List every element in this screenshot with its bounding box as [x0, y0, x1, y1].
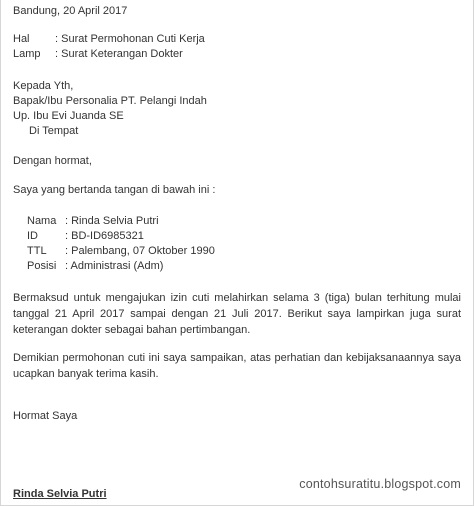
place-date: Bandung, 20 April 2017	[13, 5, 128, 17]
closing-paragraph: Demikian permohonan cuti ini saya sampaikan, atas perhatian dan kebijaksanaannya saya ucapkan banyak terima kasih.	[13, 352, 461, 380]
identity-label: Nama	[27, 215, 57, 227]
attachment-label: Lamp	[13, 48, 41, 60]
identity-value: : Rinda Selvia Putri	[65, 215, 159, 227]
intro-text: Saya yang bertanda tangan di bawah ini :	[13, 184, 216, 196]
identity-row-ttl	[27, 245, 215, 258]
identity-row-id	[27, 230, 144, 243]
attachment-value: : Surat Keterangan Dokter	[55, 48, 183, 60]
identity-row-position	[27, 260, 163, 273]
recipient-line-1: Kepada Yth,	[13, 80, 74, 92]
closing-salutation: Hormat Saya	[13, 410, 78, 422]
recipient-line-3: Up. Ibu Evi Juanda SE	[13, 110, 124, 122]
identity-value: : Palembang, 07 Oktober 1990	[65, 245, 215, 257]
identity-label: Posisi	[27, 260, 57, 272]
identity-value: : Administrasi (Adm)	[65, 260, 164, 272]
attachment-row	[13, 48, 183, 61]
identity-label: TTL	[27, 245, 47, 257]
body-paragraph: Bermaksud untuk mengajukan izin cuti melahirkan selama 3 (tiga) bulan terhitung mulai tanggal 21 April 2017 sampai dengan 21 Juli 2017. Berikut saya lampirkan juga surat keterangan dokter sebagai bahan pertimbangan.	[13, 292, 461, 336]
recipient-line-4: Di Tempat	[29, 125, 79, 137]
subject-label: Hal	[13, 33, 30, 45]
subject-value: : Surat Permohonan Cuti Kerja	[55, 33, 205, 45]
identity-row-name	[27, 215, 159, 228]
identity-label: ID	[27, 230, 38, 242]
recipient-line-2: Bapak/Ibu Personalia PT. Pelangi Indah	[13, 95, 207, 107]
identity-value: : BD-ID6985321	[65, 230, 144, 242]
greeting: Dengan hormat,	[13, 155, 92, 167]
subject-row	[13, 33, 205, 46]
signature-name: Rinda Selvia Putri	[13, 488, 107, 500]
blog-watermark: contohsuratitu.blogspot.com	[299, 477, 461, 491]
